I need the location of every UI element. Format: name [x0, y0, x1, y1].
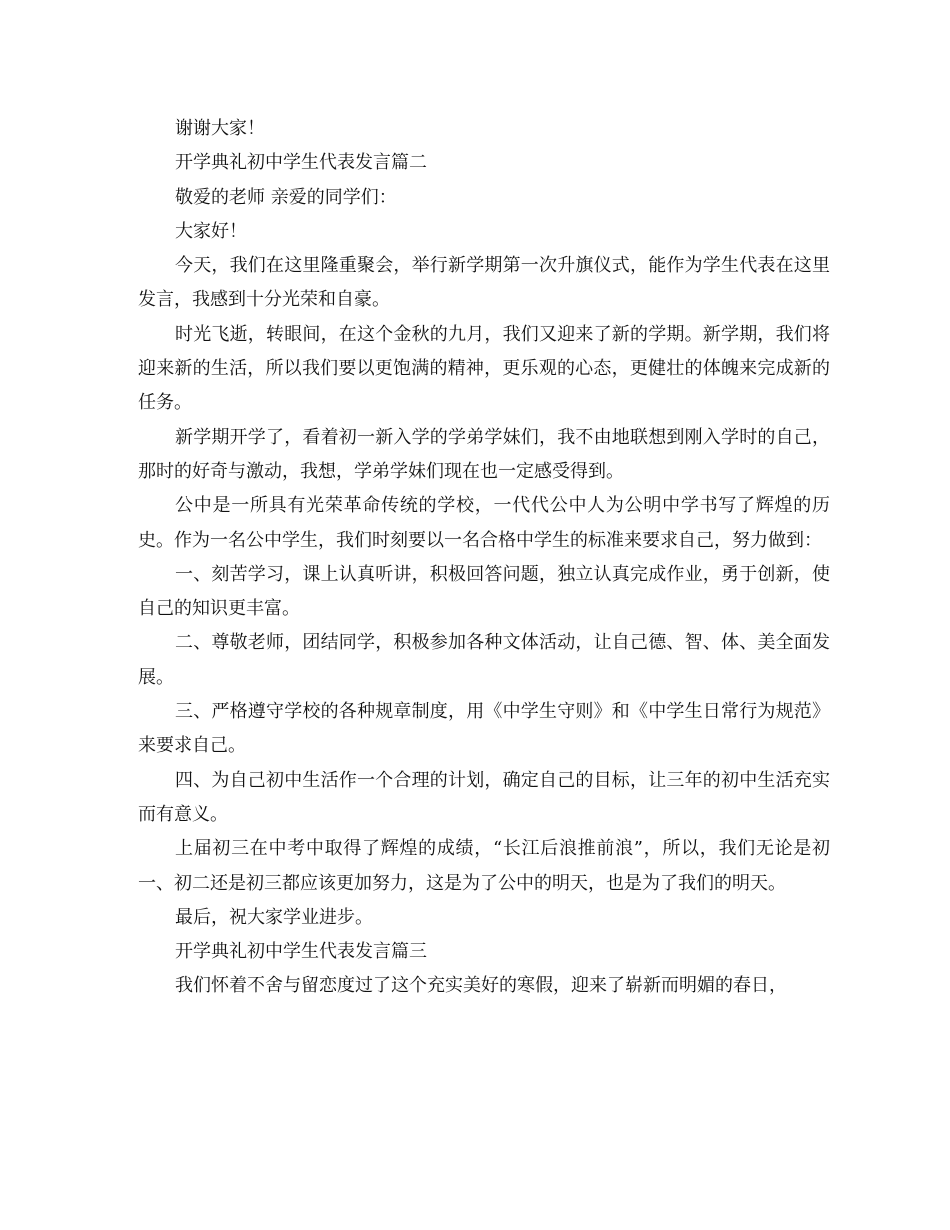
section-heading-3: 开学典礼初中学生代表发言篇三	[175, 941, 427, 963]
paragraph-body: 时光飞逝，转眼间，在这个金秋的九月，我们又迎来了新的学期。新学期，我们将迎来新的生活，所以我们要以更饱满的精神，更乐观的心态，更健壮的体魄来完成新的任务。	[138, 323, 830, 414]
paragraph-salutation: 敬爱的老师 亲爱的同学们：	[175, 186, 397, 208]
list-item-4: 四、为自己初中生活作一个合理的计划，确定自己的目标，让三年的初中生活充实而有意义。	[138, 769, 830, 825]
paragraph-greeting: 大家好！	[175, 220, 247, 242]
paragraph-closing: 最后，祝大家学业进步。	[175, 906, 373, 928]
paragraph-body: 公中是一所具有光荣革命传统的学校，一代代公中人为公明中学书写了辉煌的历史。作为一名公中学生，我们时刻要以一名合格中学生的标准来要求自己，努力做到：	[138, 495, 830, 551]
document-body	[138, 112, 830, 1004]
list-item-2: 二、尊敬老师，团结同学，积极参加各种文体活动，让自己德、智、体、美全面发展。	[138, 632, 830, 688]
paragraph-body: 新学期开学了，看着初一新入学的学弟学妹们，我不由地联想到刚入学时的自己，那时的好奇与激动，我想，学弟学妹们现在也一定感受得到。	[138, 426, 830, 482]
paragraph-body: 上届初三在中考中取得了辉煌的成绩，“长江后浪推前浪”，所以，我们无论是初一、初二还是初三都应该更加努力，这是为了公中的明天，也是为了我们的明天。	[138, 838, 830, 894]
paragraph-closing-thanks: 谢谢大家！	[175, 118, 265, 139]
list-item-3: 三、严格遵守学校的各种规章制度，用《中学生守则》和《中学生日常行为规范》来要求自己。	[138, 701, 830, 757]
paragraph-body: 今天，我们在这里隆重聚会，举行新学期第一次升旗仪式，能作为学生代表在这里发言，我感到十分光荣和自豪。	[138, 255, 830, 311]
paragraph-body: 我们怀着不舍与留恋度过了这个充实美好的寒假，迎来了崭新而明媚的春日，	[175, 975, 787, 997]
section-heading-2: 开学典礼初中学生代表发言篇二	[175, 152, 427, 174]
list-item-1: 一、刻苦学习，课上认真听讲，积极回答问题，独立认真完成作业，勇于创新，使自己的知识更丰富。	[138, 563, 830, 620]
